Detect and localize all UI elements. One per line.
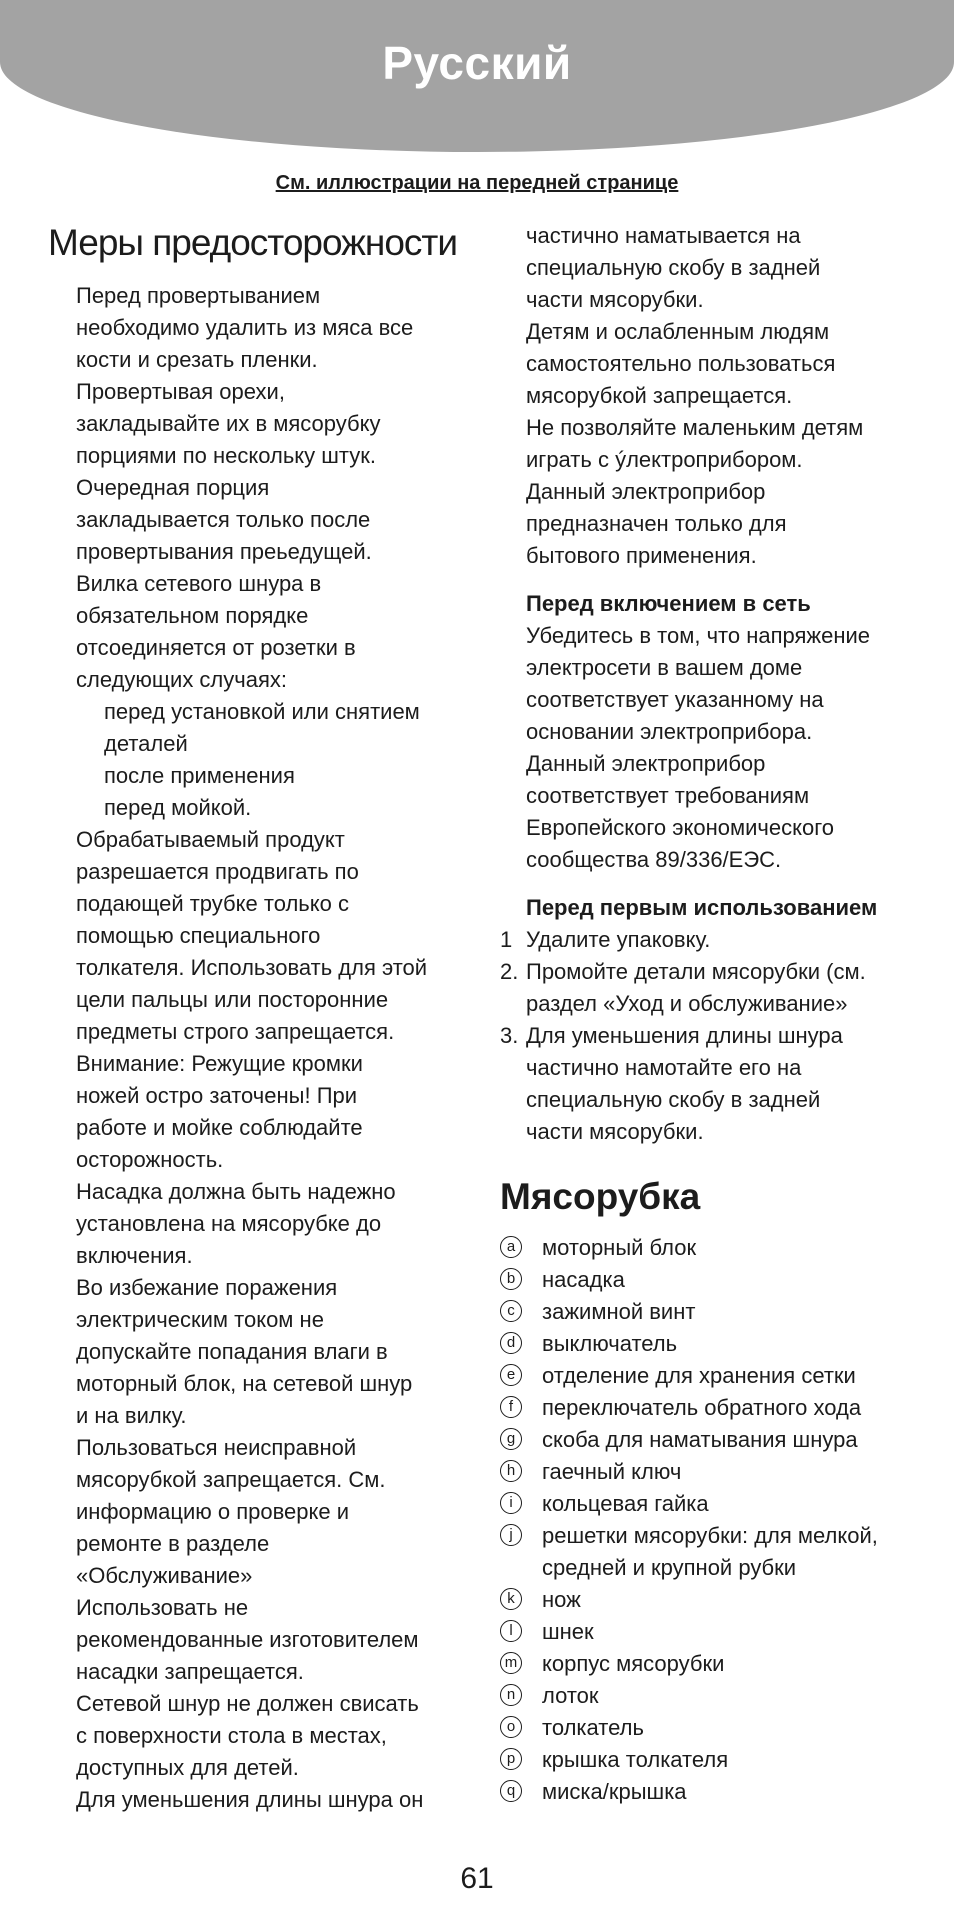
step-number: 2. <box>500 959 519 984</box>
numbered-step <box>500 1020 920 1148</box>
part-name: крышка толкателя <box>542 1747 729 1772</box>
part-item <box>500 1360 920 1392</box>
text-line: Данный электроприбор <box>526 479 766 504</box>
part-name: переключатель обратного хода <box>542 1395 862 1420</box>
part-name: лоток <box>542 1683 599 1708</box>
text-line: порциями по нескольку штук. <box>76 443 376 468</box>
text-line: Детям и ослабленным людям <box>526 319 830 344</box>
text-line: включения. <box>76 1243 193 1268</box>
text-line: Насадка должна быть надежно <box>76 1179 396 1204</box>
text-line: Данный электроприбор <box>526 751 766 776</box>
part-name: зажимной винт <box>542 1299 696 1324</box>
text-line: насадки запрещается. <box>76 1659 304 1684</box>
text-line: предназначен только для <box>526 511 787 536</box>
text-line: перед мойкой. <box>104 795 252 820</box>
text-line: цели пальцы или посторонние <box>76 987 389 1012</box>
text-line: после применения <box>104 763 295 788</box>
text-line: Внимание: Режущие кромки <box>76 1051 363 1076</box>
precautions-text <box>76 280 468 1816</box>
part-letter-badge: h <box>500 1460 522 1482</box>
step-text: Для уменьшения длины шнура <box>526 1023 843 1048</box>
text-line: осторожность. <box>76 1147 224 1172</box>
text-line: допускайте попадания влаги в <box>76 1339 388 1364</box>
part-name: насадка <box>542 1267 625 1292</box>
text-line: Убедитесь в том, что напряжение <box>526 623 871 648</box>
part-letter-badge: o <box>500 1716 522 1738</box>
part-letter-badge: g <box>500 1428 522 1450</box>
numbered-step <box>500 956 920 1020</box>
part-letter-badge: m <box>500 1652 522 1674</box>
text-line: Пользоваться неисправной <box>76 1435 357 1460</box>
part-letter-badge: n <box>500 1684 522 1706</box>
part-item <box>500 1232 920 1264</box>
part-name: моторный блок <box>542 1235 697 1260</box>
text-line: самостоятельно пользоваться <box>526 351 836 376</box>
text-line: информацию о проверке и <box>76 1499 350 1524</box>
part-letter-badge: d <box>500 1332 522 1354</box>
text-line: Не позволяйте маленьким детям <box>526 415 864 440</box>
part-item <box>500 1456 920 1488</box>
text-line: обязательном порядке <box>76 603 309 628</box>
before-plugging-section <box>526 588 920 876</box>
part-letter-badge: f <box>500 1396 522 1418</box>
part-item <box>500 1584 920 1616</box>
part-item <box>500 1616 920 1648</box>
part-name: миска/крышка <box>542 1779 687 1804</box>
part-item <box>500 1680 920 1712</box>
precautions-text-continued <box>526 220 920 572</box>
text-line: Вилка сетевого шнура в <box>76 571 322 596</box>
text-line: толкателя. Использовать для этой <box>76 955 428 980</box>
step-number: 3. <box>500 1023 519 1048</box>
text-line: Очередная порция <box>76 475 270 500</box>
language-title: Русский <box>382 37 572 89</box>
text-line: провертывания преьедущей. <box>76 539 372 564</box>
text-line: Обрабатываемый продукт <box>76 827 345 852</box>
text-line: мясорубкой запрещается. См. <box>76 1467 386 1492</box>
part-name: гаечный ключ <box>542 1459 682 1484</box>
step-text: части мясорубки. <box>526 1119 704 1144</box>
part-name: отделение для хранения сетки <box>542 1363 856 1388</box>
text-line: предметы строго запрещается. <box>76 1019 395 1044</box>
part-letter-badge: l <box>500 1620 522 1642</box>
part-letter-badge: c <box>500 1300 522 1322</box>
text-line: частично наматывается на <box>526 223 801 248</box>
text-line: «Обслуживание» <box>76 1563 253 1588</box>
text-line: сообщества 89/336/ЕЭС. <box>526 847 782 872</box>
text-line: электрическим током не <box>76 1307 324 1332</box>
part-name: скоба для наматывания шнура <box>542 1427 858 1452</box>
part-name: кольцевая гайка <box>542 1491 709 1516</box>
right-column <box>500 220 920 1808</box>
part-name: толкатель <box>542 1715 644 1740</box>
text-line: подающей трубке только с <box>76 891 349 916</box>
text-line: Для уменьшения длины шнура он <box>76 1787 424 1812</box>
part-name: корпус мясорубки <box>542 1651 725 1676</box>
part-letter-badge: e <box>500 1364 522 1386</box>
text-line: мясорубкой запрещается. <box>526 383 793 408</box>
meat-grinder-heading: Мясорубка <box>500 1176 701 1217</box>
text-line: моторный блок, на сетевой шнур <box>76 1371 413 1396</box>
text-line: Европейского экономического <box>526 815 834 840</box>
part-letter-badge: k <box>500 1588 522 1610</box>
part-letter-badge: i <box>500 1492 522 1514</box>
text-line: работе и мойке соблюдайте <box>76 1115 363 1140</box>
step-text: специальную скобу в задней <box>526 1087 821 1112</box>
before-first-use-section <box>500 892 920 1148</box>
text-line: Сетевой шнур не должен свисать <box>76 1691 419 1716</box>
text-line: закладывайте их в мясорубку <box>76 411 381 436</box>
part-name: решетки мясорубки: для мелкой, <box>542 1523 878 1548</box>
part-item <box>500 1744 920 1776</box>
text-line: соответствует указанному на <box>526 687 824 712</box>
text-line: рекомендованные изготовителем <box>76 1627 419 1652</box>
text-line: играть с ýлектроприбором. <box>526 447 803 472</box>
page-number: 61 <box>460 1862 494 1895</box>
step-text: Промойте детали мясорубки (см. <box>526 959 866 984</box>
text-line: деталей <box>104 731 188 756</box>
text-line: бытового применения. <box>526 543 757 568</box>
part-letter-badge: a <box>500 1236 522 1258</box>
text-line: Провертывая орехи, <box>76 379 285 404</box>
text-line: соответствует требованиям <box>526 783 810 808</box>
text-line: установлена на мясорубке до <box>76 1211 382 1236</box>
numbered-step <box>500 924 920 956</box>
part-item <box>500 1328 920 1360</box>
text-line: разрешается продвигать по <box>76 859 359 884</box>
part-item <box>500 1648 920 1680</box>
step-text: Удалите упаковку. <box>526 927 711 952</box>
step-number: 1 <box>500 927 513 952</box>
part-letter-badge: q <box>500 1780 522 1802</box>
part-item <box>500 1296 920 1328</box>
text-line: ремонте в разделе <box>76 1531 270 1556</box>
part-letter-badge: p <box>500 1748 522 1770</box>
step-text: частично намотайте его на <box>526 1055 802 1080</box>
part-item <box>500 1520 920 1584</box>
text-line: с поверхности стола в местах, <box>76 1723 387 1748</box>
part-letter-badge: j <box>500 1524 522 1546</box>
part-name: шнек <box>542 1619 594 1644</box>
text-line: следующих случаях: <box>76 667 287 692</box>
before-plugging-heading: Перед включением в сеть <box>526 591 811 616</box>
text-line: Во избежание поражения <box>76 1275 338 1300</box>
text-line: части мясорубки. <box>526 287 704 312</box>
part-item <box>500 1424 920 1456</box>
text-line: Использовать не <box>76 1595 249 1620</box>
text-line: отсоединяется от розетки в <box>76 635 356 660</box>
before-first-use-heading: Перед первым использованием <box>526 895 878 920</box>
text-line: электросети в вашем доме <box>526 655 803 680</box>
left-column <box>48 220 468 1816</box>
part-name: средней и крупной рубки <box>542 1555 797 1580</box>
before-plugging-text <box>526 620 920 876</box>
part-item <box>500 1776 920 1808</box>
part-item <box>500 1392 920 1424</box>
step-text: раздел «Уход и обслуживание» <box>526 991 848 1016</box>
part-name: нож <box>542 1587 581 1612</box>
text-line: ножей остро заточены! При <box>76 1083 358 1108</box>
see-illustrations-note: См. иллюстрации на передней странице <box>275 172 679 194</box>
text-line: помощью специального <box>76 923 321 948</box>
text-line: перед установкой или снятием <box>104 699 420 724</box>
precautions-heading: Меры предосторожности <box>48 222 458 263</box>
before-first-use-list <box>500 924 920 1148</box>
text-line: Перед провертыванием <box>76 283 321 308</box>
part-item <box>500 1488 920 1520</box>
parts-list <box>500 1232 920 1808</box>
language-header-band <box>0 0 954 152</box>
text-line: необходимо удалить из мяса все <box>76 315 414 340</box>
text-line: основании электроприбора. <box>526 719 813 744</box>
text-line: и на вилку. <box>76 1403 187 1428</box>
text-line: закладывается только после <box>76 507 371 532</box>
part-item <box>500 1712 920 1744</box>
part-item <box>500 1264 920 1296</box>
text-line: доступных для детей. <box>76 1755 299 1780</box>
part-letter-badge: b <box>500 1268 522 1290</box>
part-name: выключатель <box>542 1331 678 1356</box>
text-line: кости и срезать пленки. <box>76 347 318 372</box>
text-line: специальную скобу в задней <box>526 255 821 280</box>
